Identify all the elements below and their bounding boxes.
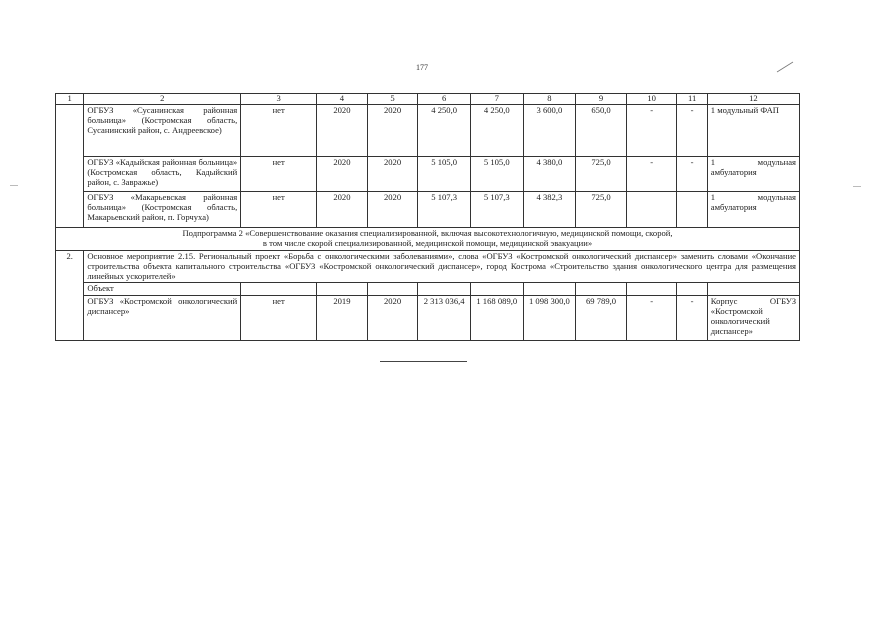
column-number: 9 (576, 94, 627, 105)
result-cell: 1 модульная амбулатория (707, 192, 799, 228)
column-number: 7 (470, 94, 523, 105)
cell-value: 5 105,0 (470, 157, 523, 192)
cell-value: нет (241, 105, 317, 157)
margin-mark (853, 186, 861, 187)
institution-name: ОГБУЗ «Кадыйская районная больница» (Костромская область, Кадыйский район, с. Завражье) (84, 157, 241, 192)
cell-value: нет (241, 296, 317, 341)
cell-value: - (677, 105, 707, 157)
object-label-row (56, 283, 800, 296)
cell-value: - (626, 157, 677, 192)
cell-value: 5 107,3 (470, 192, 523, 228)
pen-mark (775, 60, 795, 74)
cell-value: 2020 (317, 105, 368, 157)
result-cell: Корпус ОГБУЗ «Костромской онкологический диспансер» (707, 296, 799, 341)
institution-name: ОГБУЗ «Макарьевская районная больница» (Костромская область, Макарьевский район, п. Горчуха) (84, 192, 241, 228)
cell-value (677, 192, 707, 228)
cell-value (626, 192, 677, 228)
table-row (56, 157, 800, 192)
cell-value: 2020 (367, 157, 418, 192)
column-number: 5 (367, 94, 418, 105)
cell-value: 4 250,0 (470, 105, 523, 157)
cell-value: 3 600,0 (523, 105, 576, 157)
column-number: 8 (523, 94, 576, 105)
subprogram-line: Подпрограмма 2 «Совершенствование оказания специализированной, включая высокотехнологичную, медицинской помощи, скорой, (182, 228, 673, 238)
cell-value: - (626, 296, 677, 341)
measure-row (56, 250, 800, 283)
institution-name: ОГБУЗ «Костромской онкологический диспансер» (84, 296, 241, 341)
cell-value: нет (241, 157, 317, 192)
row-number-cell (56, 105, 84, 228)
table-row (56, 192, 800, 228)
measure-text: Основное мероприятие 2.15. Региональный проект «Борьба с онкологическими заболеваниями», слова «ОГБУЗ «Костромской онкологический диспансер» заменить словами «Окончание строительства объекта капитального строительства «ОГБУЗ «Костромской онкологический диспансер», город Кострома «Строительство здания онкологического центра для размещения линейных ускорителей» (84, 250, 800, 283)
cell-value: 2020 (367, 192, 418, 228)
cell-value: - (677, 296, 707, 341)
object-label: Объект (84, 283, 241, 296)
column-number: 3 (241, 94, 317, 105)
column-number: 10 (626, 94, 677, 105)
empty-cell (523, 283, 576, 296)
cell-value: 725,0 (576, 157, 627, 192)
column-number: 11 (677, 94, 707, 105)
empty-cell (317, 283, 368, 296)
cell-value: 2019 (317, 296, 368, 341)
subprogram-heading (56, 228, 800, 251)
page-number: 177 (416, 63, 428, 72)
empty-cell (418, 283, 471, 296)
empty-cell (470, 283, 523, 296)
closing-rule (380, 361, 467, 362)
result-cell: 1 модульный ФАП (707, 105, 799, 157)
cell-value: 2020 (317, 192, 368, 228)
subprogram-row (56, 228, 800, 251)
column-number: 4 (317, 94, 368, 105)
empty-cell (626, 283, 677, 296)
empty-cell (576, 283, 627, 296)
cell-value: 4 250,0 (418, 105, 471, 157)
column-number: 6 (418, 94, 471, 105)
empty-cell (677, 283, 707, 296)
cell-value: 2 313 036,4 (418, 296, 471, 341)
institution-name: ОГБУЗ «Сусанинская районная больница» (Костромская область, Сусанинский район, с. Андреевское) (84, 105, 241, 157)
column-number-row (56, 94, 800, 105)
cell-value: 69 789,0 (576, 296, 627, 341)
empty-cell (707, 283, 799, 296)
margin-mark (10, 185, 18, 186)
cell-value: 650,0 (576, 105, 627, 157)
column-number: 2 (84, 94, 241, 105)
document-table (55, 93, 800, 341)
empty-cell (367, 283, 418, 296)
empty-cell (241, 283, 317, 296)
result-cell: 1 модульная амбулатория (707, 157, 799, 192)
cell-value: нет (241, 192, 317, 228)
table-row (56, 105, 800, 157)
cell-value: - (626, 105, 677, 157)
cell-value: 5 105,0 (418, 157, 471, 192)
cell-value: 1 098 300,0 (523, 296, 576, 341)
cell-value: 1 168 089,0 (470, 296, 523, 341)
row-number: 2. (56, 250, 84, 341)
cell-value: 2020 (367, 296, 418, 341)
cell-value: 4 380,0 (523, 157, 576, 192)
cell-value: 2020 (317, 157, 368, 192)
cell-value: 5 107,3 (418, 192, 471, 228)
column-number: 12 (707, 94, 799, 105)
column-number: 1 (56, 94, 84, 105)
cell-value: 4 382,3 (523, 192, 576, 228)
cell-value: 2020 (367, 105, 418, 157)
subprogram-line: в том числе скорой специализированной, медицинской помощи, медицинской эвакуации» (262, 237, 593, 248)
table-row (56, 296, 800, 341)
cell-value: 725,0 (576, 192, 627, 228)
cell-value: - (677, 157, 707, 192)
